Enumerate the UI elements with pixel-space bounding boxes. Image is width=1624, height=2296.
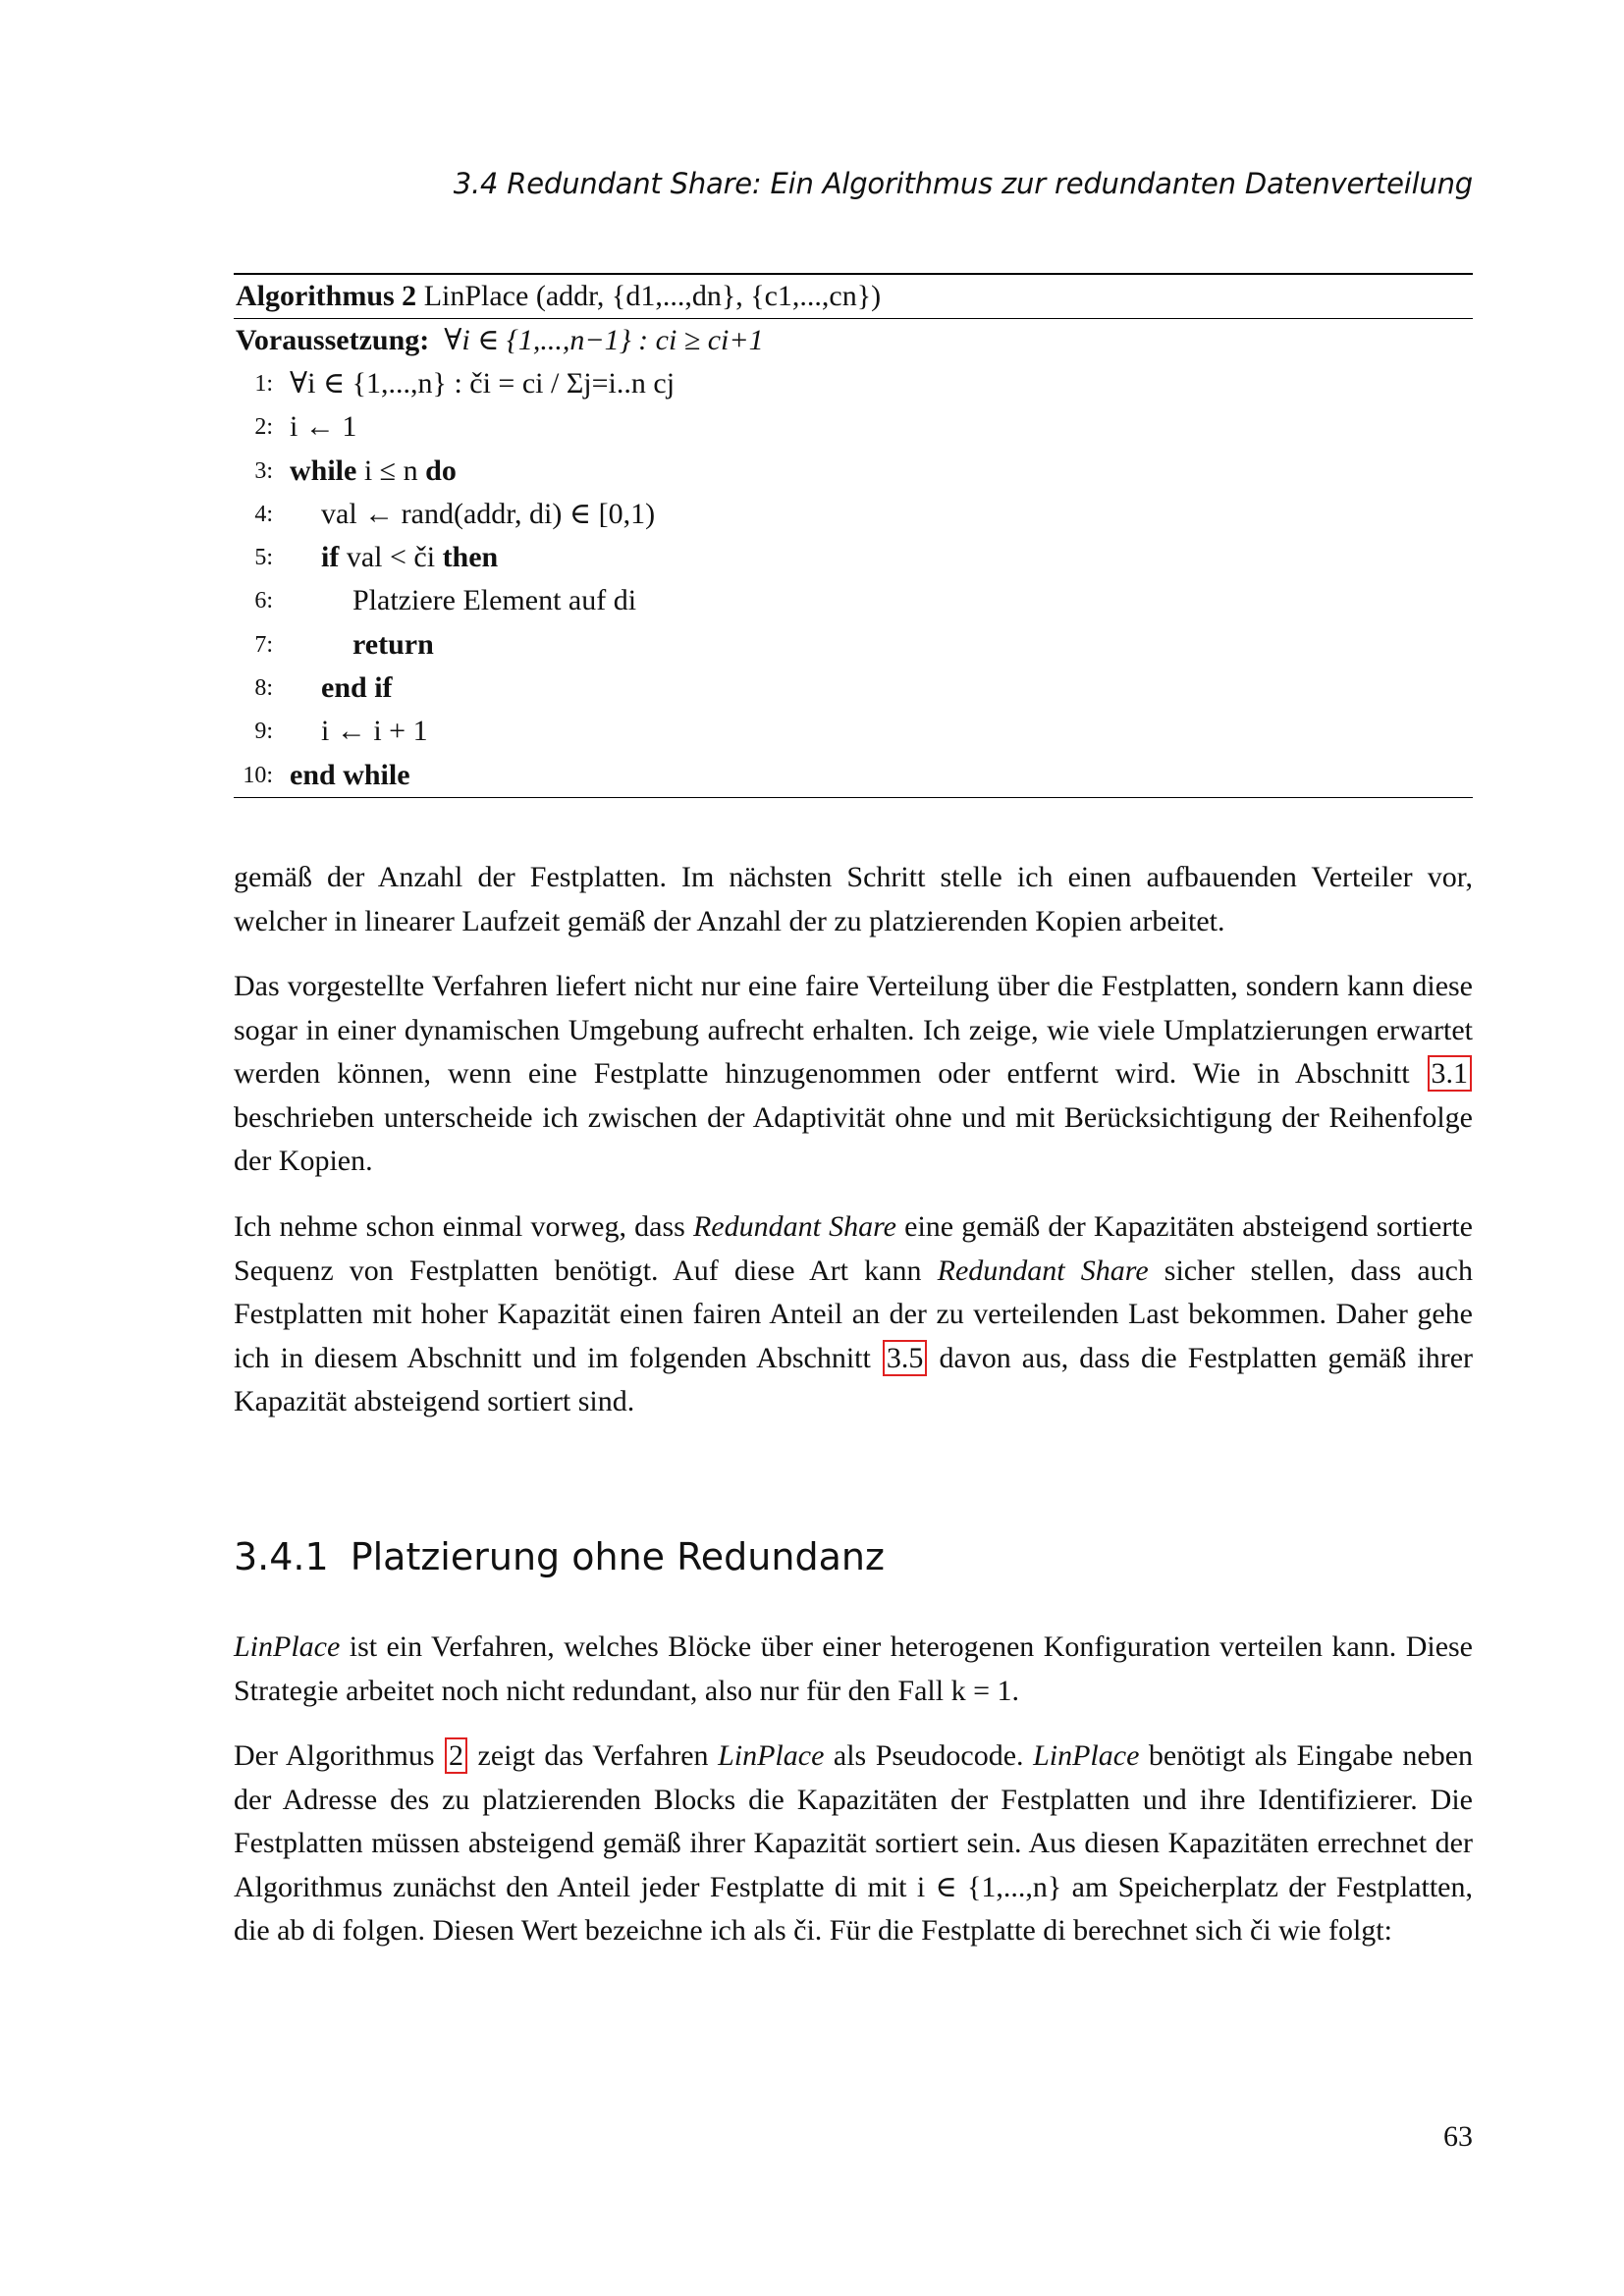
algorithm-line (234, 450, 1473, 493)
algorithm-line (234, 667, 1473, 710)
algorithm-line (234, 623, 1473, 667)
section-ref-link[interactable]: 3.1 (1428, 1055, 1473, 1092)
line-code: while i ≤ n do (290, 454, 457, 487)
algorithm-lines (234, 362, 1473, 797)
algorithm-line (234, 362, 1473, 405)
algorithm-line (234, 493, 1473, 536)
line-number: 9: (254, 719, 273, 745)
page-number: 63 (1443, 2120, 1473, 2153)
algorithm-name: LinPlace (423, 280, 529, 312)
precondition-formula: ∀i ∈ {1,...,n−1} : ci ≥ ci+1 (444, 324, 764, 356)
line-code: Platziere Element auf di (352, 584, 637, 617)
line-number: 7: (254, 631, 273, 658)
algorithm-signature: (addr, {d1,...,dn}, {c1,...,cn}) (535, 280, 882, 312)
section-ref-link[interactable]: 3.5 (883, 1340, 928, 1376)
line-number: 1: (254, 371, 273, 397)
line-code: end while (290, 758, 410, 791)
line-code: i ← 1 (290, 410, 357, 444)
line-number: 6: (254, 588, 273, 614)
algorithm-box (234, 273, 1473, 798)
line-number: 3: (254, 457, 273, 484)
line-number: 2: (254, 414, 273, 441)
line-code: end if (321, 671, 393, 705)
section-number: 3.4.1 (234, 1535, 329, 1578)
algorithm-ref-link[interactable]: 2 (445, 1737, 467, 1774)
line-code: i ← i + 1 (321, 715, 428, 748)
paragraph-5: Der Algorithmus 2 zeigt das Verfahren LinPlace als Pseudocode. LinPlace benötigt als Eingabe neben der Adresse des zu platzierenden Blocks die Kapazitäten der Festplatten und ihre Identifizierer. Die Festplatten müssen absteigend gemäß ihrer Kapazität sortiert sein. Aus diesen Kapazitäten errechnet der Algorithmus zunächst den Anteil jeder Festplatte di mit i ∈ {1,...,n} am Speicherplatz der Festplatten, die ab di folgen. Diesen Wert bezeichne ich als či. Für die Festplatte di berechnet sich či wie folgt: (234, 1739, 1474, 1947)
line-code: return (352, 627, 434, 661)
line-number: 8: (254, 675, 273, 702)
algorithm-line (234, 536, 1473, 579)
line-number: 10: (243, 762, 273, 788)
line-code: if val < či then (321, 541, 499, 574)
algorithm-precondition (234, 319, 1473, 362)
section-heading (234, 1535, 885, 1578)
paragraph-4: LinPlace ist ein Verfahren, welches Blöcke über einer heterogenen Konfiguration verteilen kann. Diese Strategie arbeitet noch nicht redundant, also nur für den Fall k = 1. (234, 1630, 1474, 1707)
algorithm-line (234, 405, 1473, 449)
running-head: 3.4 Redundant Share: Ein Algorithmus zur redundanten Datenverteilung (453, 167, 1473, 200)
line-code: val ← rand(addr, di) ∈ [0,1) (321, 497, 656, 530)
precondition-label: Voraussetzung: (236, 324, 430, 356)
line-code: ∀i ∈ {1,...,n} : či = ci / Σj=i..n cj (290, 367, 676, 400)
paragraph-3: Ich nehme schon einmal vorweg, dass Redundant Share eine gemäß der Kapazitäten absteigend sortierte Sequenz von Festplatten benötigt. Auf diese Art kann Redundant Share sicher stellen, dass auch Festplatten mit hoher Kapazität einen fairen Anteil an der zu verteilenden Last bekommen. Daher gehe ich in diesem Abschnitt und im folgenden Abschnitt 3.5 davon aus, dass die Festplatten gemäß ihrer Kapazität absteigend sortiert sind. (234, 1210, 1474, 1417)
algorithm-line (234, 754, 1473, 797)
line-number: 5: (254, 545, 273, 571)
paragraph-2: Das vorgestellte Verfahren liefert nicht nur eine faire Verteilung über die Festplatten, sondern kann diese sogar in einer dynamischen Umgebung aufrecht erhalten. Ich zeige, wie viele Umplatzierungen erwartet werden können, wenn eine Festplatte hinzugenommen oder entfernt wird. Wie in Abschnitt 3.1 beschrieben unterscheide ich zwischen der Adaptivität ohne und mit Berücksichtigung der Reihenfolge der Kopien. (234, 970, 1473, 1177)
paragraph-1: gemäß der Anzahl der Festplatten. Im nächsten Schritt stelle ich einen aufbauenden Verteiler vor, welcher in linearer Laufzeit gemäß der Anzahl der zu platzierenden Kopien arbeitet. (234, 861, 1473, 937)
algorithm-line (234, 710, 1473, 753)
algorithm-caption (234, 275, 1473, 319)
algorithm-line (234, 579, 1473, 622)
line-number: 4: (254, 501, 273, 527)
algorithm-label: Algorithmus 2 (236, 280, 417, 312)
section-title: Platzierung ohne Redundanz (350, 1535, 885, 1578)
